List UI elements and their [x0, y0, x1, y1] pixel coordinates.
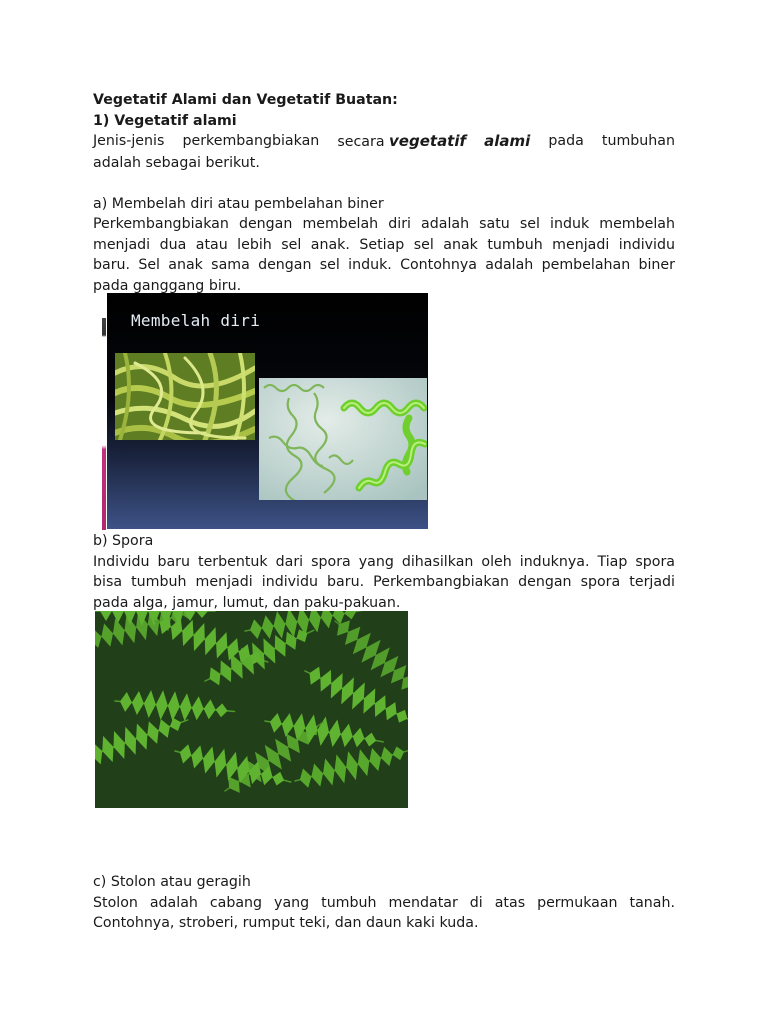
slide-title: Membelah diri: [131, 311, 261, 330]
intro-word-2: perkembangbiakan: [182, 133, 320, 149]
section-b: [93, 531, 675, 613]
section-b-line-3: pada alga, jamur, lumut, dan paku-pakuan.: [93, 594, 401, 611]
intro-line-2: adalah sebagai berikut.: [93, 154, 260, 171]
section-b-title: b) Spora: [93, 533, 154, 549]
fern-photo: [95, 611, 408, 808]
section-a-line-2: menjadi dua atau lebih sel anak. Setiap sel anak tumbuh menjadi individu: [93, 236, 675, 253]
slide-edge-bar: [102, 318, 106, 530]
section-b-line-2: bisa tumbuh menjadi individu baru. Perkembangbiakan dengan spora terjadi: [93, 574, 675, 590]
section-a-line-4: pada ganggang biru.: [93, 277, 242, 294]
section-c-line-1: Stolon adalah cabang yang tumbuh mendatar di atas permukaan tanah.: [93, 894, 675, 911]
intro-word-tumbuhan: tumbuhan: [601, 133, 675, 149]
spirulina-photo: [259, 378, 427, 500]
section-c-line-2: Contohnya, stroberi, rumput teki, dan daun kaki kuda.: [93, 915, 479, 931]
section-a-title: a) Membelah diri atau pembelahan biner: [93, 195, 384, 212]
section-a-line-3: baru. Sel anak sama dengan sel induk. Contohnya adalah pembelahan biner: [93, 257, 675, 273]
green-algae-photo: [115, 353, 255, 440]
section-a-line-1: Perkembangbiakan dengan membelah diri adalah satu sel induk membelah: [93, 216, 675, 232]
document-heading: Vegetatif Alami dan Vegetatif Buatan:: [93, 92, 398, 108]
intro-word-3: secara vegetatif: [337, 132, 467, 150]
intro-word-pada: pada: [548, 133, 584, 149]
intro-emphasis-2: alami: [484, 132, 531, 150]
section-b-line-1: Individu baru terbentuk dari spora yang dihasilkan oleh induknya. Tiap spora: [93, 553, 675, 570]
document-body: [93, 90, 675, 296]
intro-line-1: [93, 131, 675, 153]
intro-emphasis-1: vegetatif: [389, 132, 467, 150]
section-c: [93, 872, 675, 934]
section-c-title: c) Stolon atau geragih: [93, 874, 251, 890]
intro-word-1: Jenis-jenis: [93, 133, 165, 149]
section-heading-vegetatif-alami: 1) Vegetatif alami: [93, 112, 237, 129]
